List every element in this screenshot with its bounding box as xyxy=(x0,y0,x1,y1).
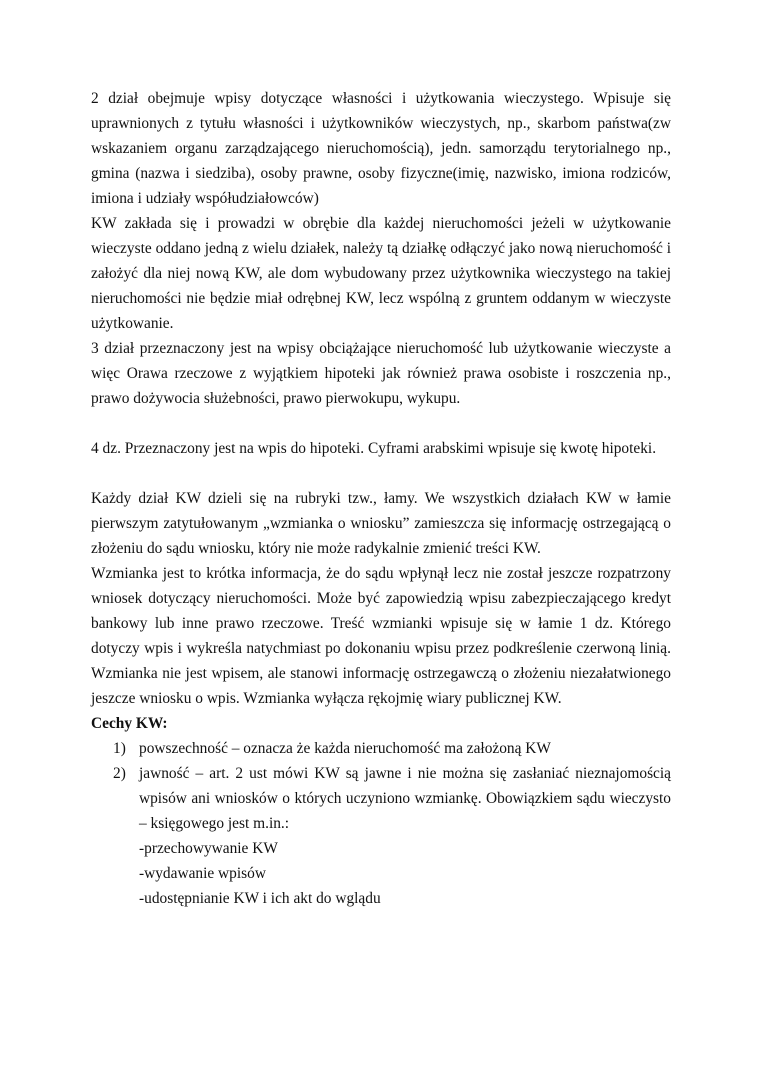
blank-line xyxy=(91,411,671,436)
list-item-text: jawność – art. 2 ust mówi KW są jawne i nie można się zasłaniać nieznajomością wpisów ani wniosków o których uczyniono wzmiankę. Obowiązkiem sądu wieczysto – księgowego jest m.in.: xyxy=(139,765,671,832)
sub-item: -przechowywanie KW xyxy=(139,840,278,857)
paragraph-dzial-3: 3 dział przeznaczony jest na wpisy obciążające nieruchomość lub użytkowanie wieczyste a więc Orawa rzeczowe z wyjątkiem hipoteki jak również prawa osobiste i roszczenia np., prawo dożywocia służebności, prawo pierwokupu, wykupu. xyxy=(91,340,671,407)
list-item-number: 2) xyxy=(113,765,126,782)
features-list xyxy=(91,736,671,911)
blank-line xyxy=(91,461,671,486)
list-item xyxy=(91,761,671,911)
document-page xyxy=(91,86,671,911)
list-item xyxy=(91,736,671,761)
paragraph-rubryki: Każdy dział KW dzieli się na rubryki tzw., łamy. We wszystkich działach KW w łamie pierwszym zatytułowanym „wzmianka o wniosku” zamieszcza się informację ostrzegającą o złożeniu do sądu wniosku, który nie może radykalnie zmienić treści KW. xyxy=(91,490,671,557)
sub-item: -wydawanie wpisów xyxy=(139,865,266,882)
list-item-number: 1) xyxy=(113,740,126,757)
sub-item: -udostępnianie KW i ich akt do wglądu xyxy=(139,890,381,907)
list-item-text: powszechność – oznacza że każda nieruchomość ma założoną KW xyxy=(139,740,551,757)
paragraph-wzmianka: Wzmianka jest to krótka informacja, że do sądu wpłynął lecz nie został jeszcze rozpatrzony wniosek dotyczący nieruchomości. Może być zapowiedzią wpisu zabezpieczającego kredyt bankowy lub inne prawo rzeczowe. Treść wzmianki wpisuje się w łamie 1 dz. Którego dotyczy wpis i wykreśla natychmiast po dokonaniu wpisu przez podkreślenie czerwoną linią. Wzmianka nie jest wpisem, ale stanowi informację ostrzegawczą o złożeniu niezałatwionego jeszcze wniosku o wpis. Wzmianka wyłącza rękojmię wiary publicznej KW. xyxy=(91,565,671,707)
paragraph-dzial-4: 4 dz. Przeznaczony jest na wpis do hipoteki. Cyframi arabskimi wpisuje się kwotę hipoteki. xyxy=(91,440,657,457)
paragraph-dzial-2: 2 dział obejmuje wpisy dotyczące własności i użytkowania wieczystego. Wpisuje się uprawnionych z tytułu własności i użytkowników wieczystych, np., skarbom państwa(zw wskazaniem organu zarządzającego nieruchomością), jedn. samorządu terytorialnego np., gmina (nazwa i siedziba), osoby prawne, osoby fizyczne(imię, nazwisko, imiona rodziców, imiona i udziały współudziałowców) xyxy=(91,90,671,207)
paragraph-kw-zaklada: KW zakłada się i prowadzi w obrębie dla każdej nieruchomości jeżeli w użytkowanie wieczyste oddano jedną z wielu działek, należy tą działkę odłączyć jako nową nieruchomość i założyć dla niej nową KW, ale dom wybudowany przez użytkownika wieczystego na takiej nieruchomości nie będzie miał odrębnej KW, lecz wspólną z gruntem oddanym w wieczyste użytkowanie. xyxy=(91,215,671,332)
section-heading: Cechy KW: xyxy=(91,715,168,732)
